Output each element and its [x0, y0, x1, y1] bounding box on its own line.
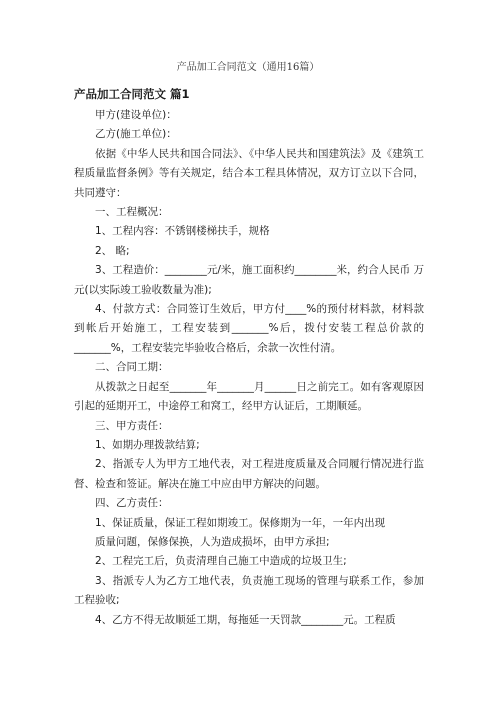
paragraph: 乙方(施工单位)： [95, 128, 177, 141]
paragraph: 1、保证质量，保证工程如期竣工。保修期为一年，一年内出现 [95, 516, 386, 529]
paragraph: 4、乙方不得无故顺延工期，每拖延一天罚款________元。工程质 [95, 613, 396, 626]
paragraph: 2、 略; [95, 244, 130, 257]
section-title: 产品加工合同范文 篇1 [74, 87, 190, 101]
paragraph: 甲方(建设单位)： [95, 109, 177, 121]
paragraph: 2、指派专人为甲方工地代表，对工程进度质量及合同履行情况进行监督、检查和签证。解决在施工中应由甲方解决的问题。 [74, 458, 424, 490]
contract-body [74, 106, 424, 630]
page-header: 产品加工合同范文（通用16篇） [176, 62, 320, 73]
paragraph: 从拨款之日起至_______年_______月______日之前完工。如有客观原因引起的延期开工，中途停工和窝工，经甲方认证后，工期顺延。 [74, 380, 424, 413]
paragraph: 2、工程完工后，负责清理自己施工中造成的垃圾卫生; [95, 555, 347, 568]
paragraph: 二、合同工期： [95, 361, 169, 374]
paragraph: 一、工程概况： [95, 206, 169, 219]
paragraph: 依据《中华人民共和国合同法》、《中华人民共和国建筑法》及《建筑工程质量监督条例》等有关规定，结合本工程具体情况，双方订立以下合同，共同遵守： [74, 147, 424, 199]
paragraph: 1、工程内容：不锈钢楼梯扶手，规格 [95, 225, 270, 238]
paragraph: 3、工程造价：________元/米，施工面积约________米，约合人民币 万元(以实际竣工验收数量为准); [74, 264, 424, 296]
paragraph: 4、付款方式：合同签订生效后，甲方付____%的预付材料款，材料款到帐后开始施工，工程安装到_______%后，拨付安装工程总价款的 _______%，工程安装完毕验收合格后，余款一次性付清。 [74, 303, 424, 354]
paragraph: 三、甲方责任： [95, 419, 169, 432]
paragraph: 四、乙方责任： [95, 497, 169, 510]
paragraph: 3、指派专人为乙方工地代表，负责施工现场的管理与联系工作，参加工程验收; [74, 574, 424, 607]
paragraph: 1、如期办理拨款结算; [95, 438, 200, 451]
paragraph: 质量问题，保修保换，人为造成损坏，由甲方承担; [95, 535, 330, 548]
